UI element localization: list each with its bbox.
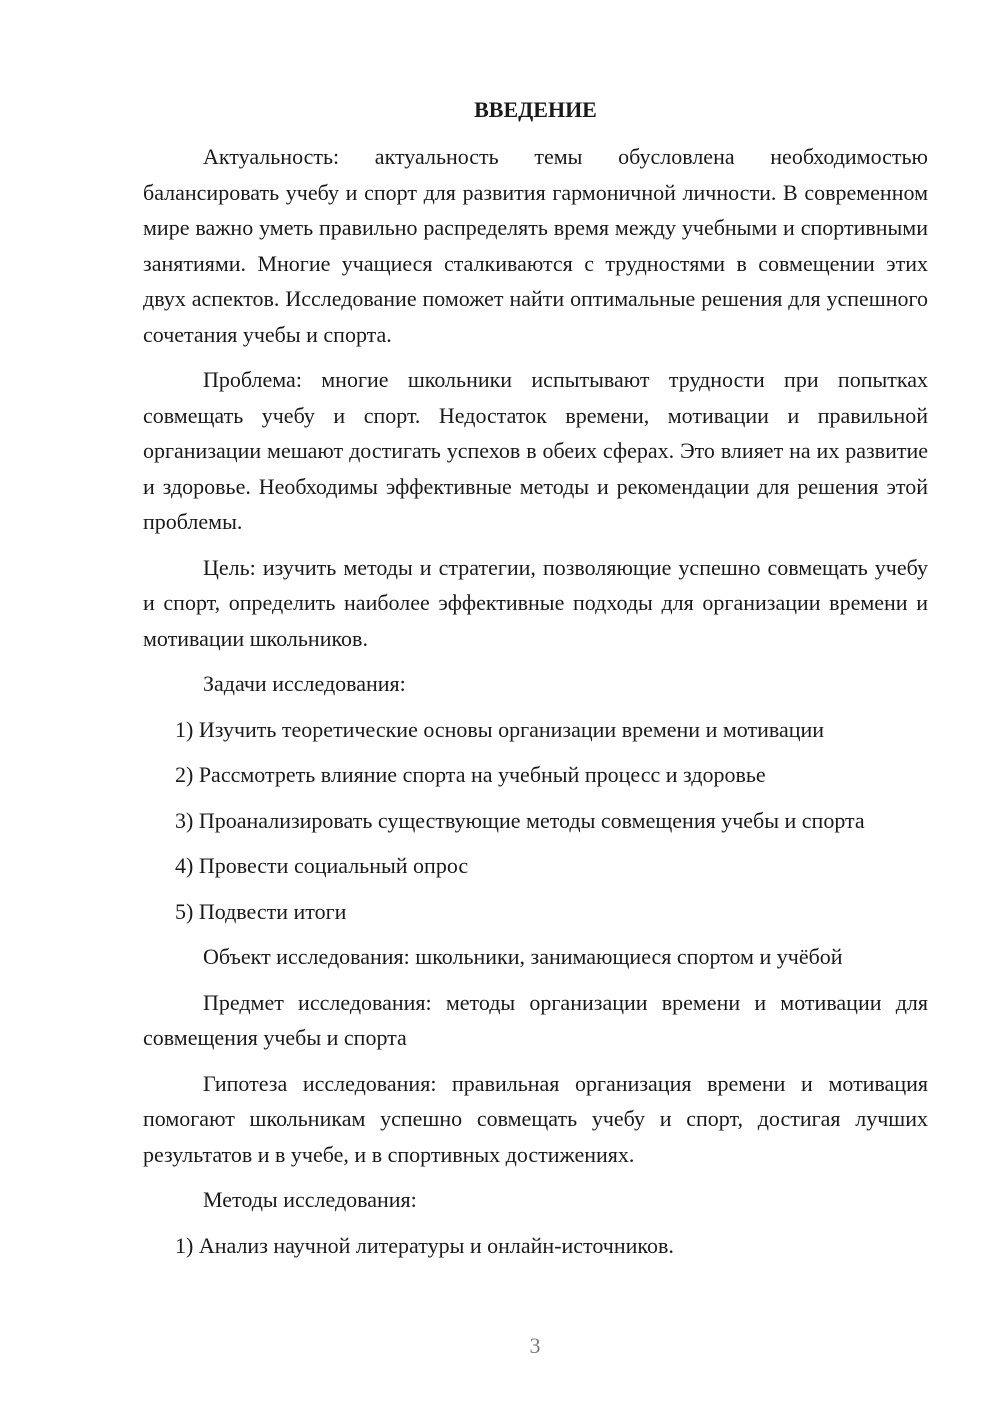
task-item-1: 1) Изучить теоретические основы организации времени и мотивации: [175, 716, 825, 742]
methods-title: Методы исследования:: [203, 1187, 417, 1212]
page-number: 3: [529, 1333, 541, 1358]
tasks-title: Задачи исследования:: [203, 671, 406, 696]
subject-paragraph: Предмет исследования: методы организации времени и мотивации для совмещения учебы и спорта: [143, 989, 928, 1050]
task-item-3: 3) Проанализировать существующие методы совмещения учебы и спорта: [175, 807, 865, 833]
hypothesis-paragraph: Гипотеза исследования: правильная организация времени и мотивация помогают школьникам успешно совмещать учебу и спорт, достигая лучших результатов и в учебе, и в спортивных достижениях.: [143, 1070, 928, 1167]
task-item-2: 2) Рассмотреть влияние спорта на учебный процесс и здоровье: [175, 762, 766, 787]
object-paragraph: Объект исследования: школьники, занимающиеся спортом и учёбой: [203, 944, 843, 969]
problem-paragraph: Проблема: многие школьники испытывают трудности при попытках совмещать учебу и спорт. Недостаток времени, мотивации и правильной организации мешают достигать успехов в обеих сферах. Это влияет на их развитие и здоровье. Необходимы эффективные методы и рекомендации для решения этой проблемы.: [143, 367, 928, 534]
task-item-5: 5) Подвести итоги: [175, 898, 347, 924]
relevance-paragraph: Актуальность: актуальность темы обусловлена необходимостью балансировать учебу и спорт для развития гармоничной личности. В современном мире важно уметь правильно распределять время между учебными и спортивными занятиями. Многие учащиеся сталкиваются с трудностями в совмещении этих двух аспектов. Исследование поможет найти оптимальные решения для успешного сочетания учебы и спорта.: [143, 144, 928, 347]
page-content: [143, 92, 928, 1273]
page-heading: ВВЕДЕНИЕ: [474, 97, 597, 122]
method-item-1: 1) Анализ научной литературы и онлайн-источников.: [175, 1232, 674, 1258]
goal-paragraph: Цель: изучить методы и стратегии, позволяющие успешно совмещать учебу и спорт, определить наиболее эффективные подходы для организации времени и мотивации школьников.: [143, 554, 928, 651]
task-item-4: 4) Провести социальный опрос: [175, 853, 469, 878]
